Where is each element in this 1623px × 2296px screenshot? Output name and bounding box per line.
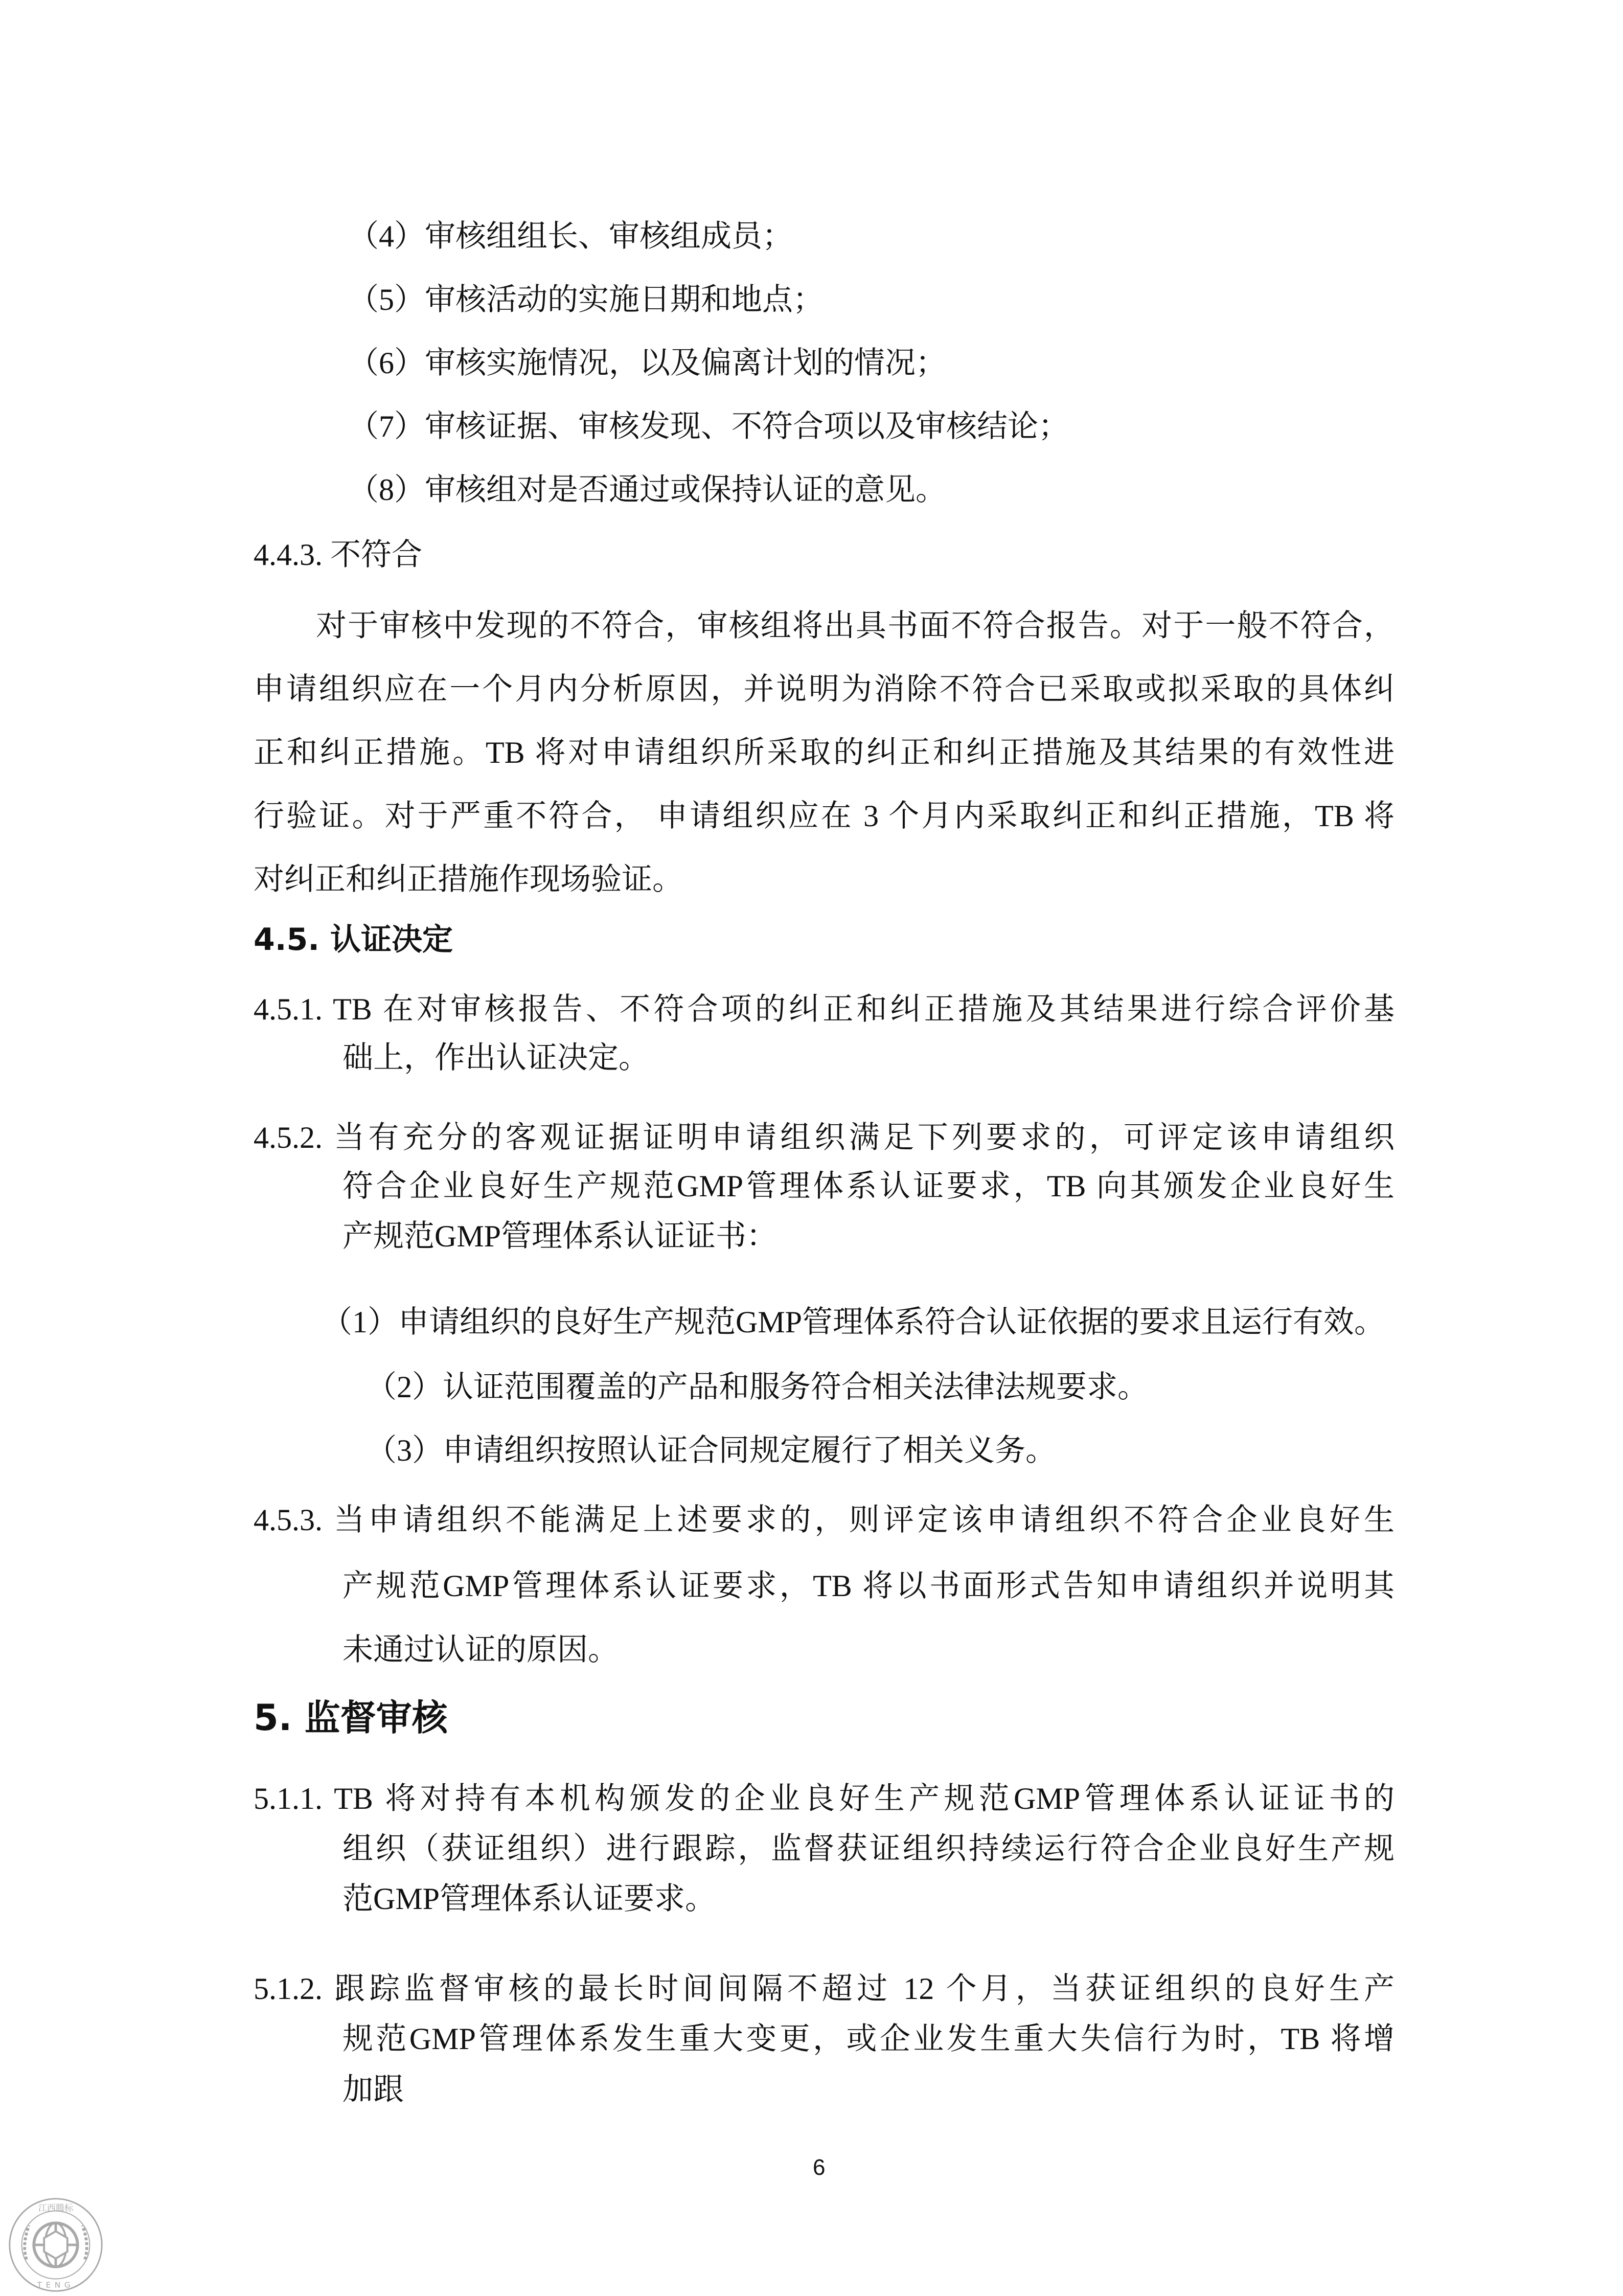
list-item: （3）申请组织按照认证合同规定履行了相关义务。 xyxy=(366,1434,1056,1467)
list-item: （8）审核组对是否通过或保持认证的意见。 xyxy=(348,473,946,507)
page-number: 6 xyxy=(813,2155,826,2180)
clause-line: 未通过认证的原因。 xyxy=(342,1633,619,1667)
clause-line: 础上，作出认证决定。 xyxy=(342,1041,649,1075)
clause-line: 规范GMP管理体系发生重大变更，或企业发生重大失信行为时，TB 将增 xyxy=(342,2022,1395,2056)
paragraph-line: 行验证。对于严重不符合， 申请组织应在 3 个月内采取纠正和纠正措施，TB 将 xyxy=(254,799,1395,833)
list-item: （4）审核组组长、审核组成员； xyxy=(348,219,793,253)
list-item: （2）认证范围覆盖的产品和服务符合相关法律法规要求。 xyxy=(366,1370,1148,1404)
clause-line: 符合企业良好生产规范GMP管理体系认证要求，TB 向其颁发企业良好生 xyxy=(342,1169,1395,1203)
clause-line: 5.1.2. 跟踪监督审核的最长时间间隔不超过 12 个月，当获证组织的良好生产 xyxy=(254,1972,1395,2006)
clause-line: 组织（获证组织）进行跟踪，监督获证组织持续运行符合企业良好生产规 xyxy=(342,1832,1395,1866)
clause-line: 4.5.1. TB 在对审核报告、不符合项的纠正和纠正措施及其结果进行综合评价基 xyxy=(254,992,1395,1026)
clause-line: 产规范GMP管理体系认证证书： xyxy=(342,1219,778,1253)
paragraph-line: 对纠正和纠正措施作现场验证。 xyxy=(254,862,683,896)
list-item: （5）审核活动的实施日期和地点； xyxy=(348,283,824,316)
paragraph-line: 正和纠正措施。TB 将对申请组织所采取的纠正和纠正措施及其结果的有效性进 xyxy=(254,736,1395,769)
logo-bottom-text: TENG xyxy=(37,2280,75,2290)
clause-line: 4.5.3. 当申请组织不能满足上述要求的，则评定该申请组织不符合企业良好生 xyxy=(254,1503,1395,1537)
clause-line: 范GMP管理体系认证要求。 xyxy=(342,1882,716,1916)
paragraph-line: 申请组织应在一个月内分析原因，并说明为消除不符合已采取或拟采取的具体纠 xyxy=(254,672,1395,706)
clause-line: 加跟 xyxy=(342,2073,404,2106)
clause-line: 产规范GMP管理体系认证要求，TB 将以书面形式告知申请组织并说明其 xyxy=(342,1569,1395,1603)
list-item: （7）审核证据、审核发现、不符合项以及审核结论； xyxy=(348,410,1069,443)
list-item: （1）申请组织的良好生产规范GMP管理体系符合认证依据的要求且运行有效。 xyxy=(322,1305,1385,1339)
section-heading-4-5: 4.5. 认证决定 xyxy=(254,922,453,958)
section-heading-4-4-3: 4.4.3. 不符合 xyxy=(254,538,422,572)
company-seal-logo xyxy=(7,2196,104,2293)
paragraph-line: 对于审核中发现的不符合，审核组将出具书面不符合报告。对于一般不符合， xyxy=(316,609,1395,643)
logo-top-text: 江西腾标 xyxy=(38,2203,74,2214)
list-item: （6）审核实施情况，以及偏离计划的情况； xyxy=(348,346,946,380)
clause-line: 4.5.2. 当有充分的客观证据证明申请组织满足下列要求的，可评定该申请组织 xyxy=(254,1121,1395,1154)
section-heading-5: 5. 监督审核 xyxy=(254,1697,448,1739)
clause-line: 5.1.1. TB 将对持有本机构颁发的企业良好生产规范GMP管理体系认证证书的 xyxy=(254,1782,1395,1815)
